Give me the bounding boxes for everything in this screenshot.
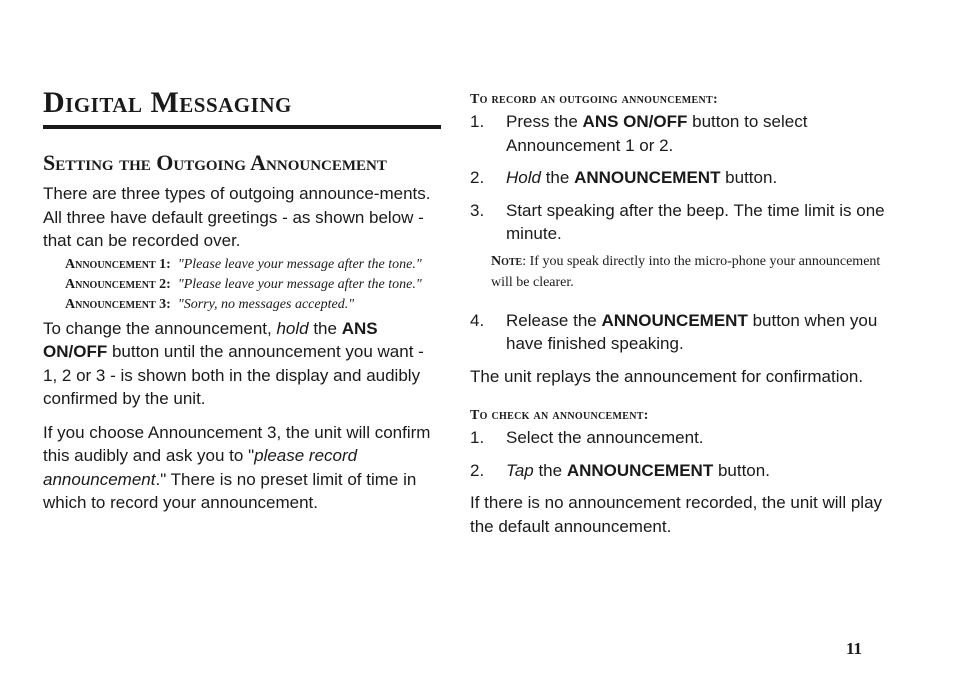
announcement-key-label: ANNOUNCEMENT — [566, 460, 714, 480]
text-run: button. — [720, 168, 778, 187]
text-run: button until the announcement you want - 1, 2 or 3 - is shown both in the display and audibly confirmed by the unit. — [43, 342, 424, 408]
record-steps — [470, 110, 890, 246]
page-title: Digital Messaging — [43, 86, 292, 119]
announcement-item — [65, 275, 441, 295]
step-item — [470, 459, 890, 483]
section-title: Setting the Outgoing Announcement — [43, 150, 387, 175]
text-run: button when you have finished speaking. — [506, 310, 878, 353]
announcement-key-label: ANNOUNCEMENT — [574, 168, 721, 187]
emphasis-hold: hold — [276, 318, 309, 338]
emphasis-tap: Tap — [506, 460, 534, 480]
announcement-3-paragraph — [43, 421, 441, 515]
step-number: 1. — [470, 428, 485, 447]
ans-on-off-key-label: ANS ON/OFF — [43, 318, 378, 361]
announcement-key-label: ANNOUNCEMENT — [601, 310, 748, 330]
note-label: Note — [491, 253, 523, 269]
step-item — [470, 309, 890, 356]
title-rule — [43, 125, 441, 129]
step-number: 1. — [470, 112, 485, 131]
default-announcement-paragraph: If there is no announcement recorded, the unit will play the default announcement. — [470, 493, 883, 536]
change-announcement-paragraph — [43, 317, 441, 411]
page-number: 11 — [846, 639, 863, 658]
replay-paragraph: The unit replays the announcement for confirmation. — [470, 366, 864, 386]
announcement-text: "Please leave your message after the tone." — [177, 256, 422, 272]
check-heading: To check an announcement: — [470, 408, 649, 423]
text-run: button. — [713, 460, 770, 480]
check-steps — [470, 426, 890, 482]
step-item — [470, 426, 890, 450]
text-run: ." There is no preset limit of time in which to record your announcement. — [43, 469, 417, 512]
step-item — [470, 199, 890, 246]
announcement-item — [65, 255, 441, 275]
announcement-label: Announcement 2: — [65, 276, 171, 292]
ans-on-off-key-label: ANS ON/OFF — [582, 112, 688, 131]
step-number: 2. — [470, 168, 485, 187]
text-run: To change the announcement, — [43, 318, 277, 338]
text-run: If you choose Announcement 3, the unit will confirm this audibly and ask you to " — [43, 422, 431, 465]
announcement-label: Announcement 1: — [65, 256, 171, 272]
note — [491, 251, 890, 293]
text-run: button to select Announcement 1 or 2. — [506, 112, 808, 155]
announcement-text: "Sorry, no messages accepted." — [177, 296, 355, 312]
text-run: the — [533, 460, 567, 480]
text-run: Start speaking after the beep. The time limit is one minute. — [506, 200, 885, 243]
text-run: Select the announcement. — [506, 428, 704, 447]
note-text: : If you speak directly into the micro-phone your announcement will be clearer. — [491, 253, 881, 290]
step-number: 3. — [470, 200, 485, 220]
intro-paragraph: There are three types of outgoing announce-ments. All three have default greetings - as shown below - that can be recorded over. — [43, 184, 431, 250]
text-run: Press the — [506, 112, 583, 131]
step-item — [470, 110, 890, 157]
text-run: the — [540, 168, 575, 187]
step-number: 4. — [470, 310, 485, 330]
record-heading: To record an outgoing announcement: — [470, 92, 718, 107]
text-run: the — [308, 318, 342, 338]
left-column — [43, 84, 441, 515]
step-item — [470, 166, 890, 190]
step-number: 2. — [470, 460, 485, 480]
announcement-list — [65, 255, 441, 315]
announcement-item — [65, 295, 441, 315]
right-column — [470, 90, 890, 538]
emphasis-hold: Hold — [506, 168, 541, 187]
text-run: Release the — [506, 310, 602, 330]
announcement-label: Announcement 3: — [65, 296, 171, 312]
record-steps-continued — [470, 309, 890, 356]
announcement-text: "Please leave your message after the tone." — [177, 276, 422, 292]
emphasis-please-record: please record announcement — [43, 446, 358, 489]
